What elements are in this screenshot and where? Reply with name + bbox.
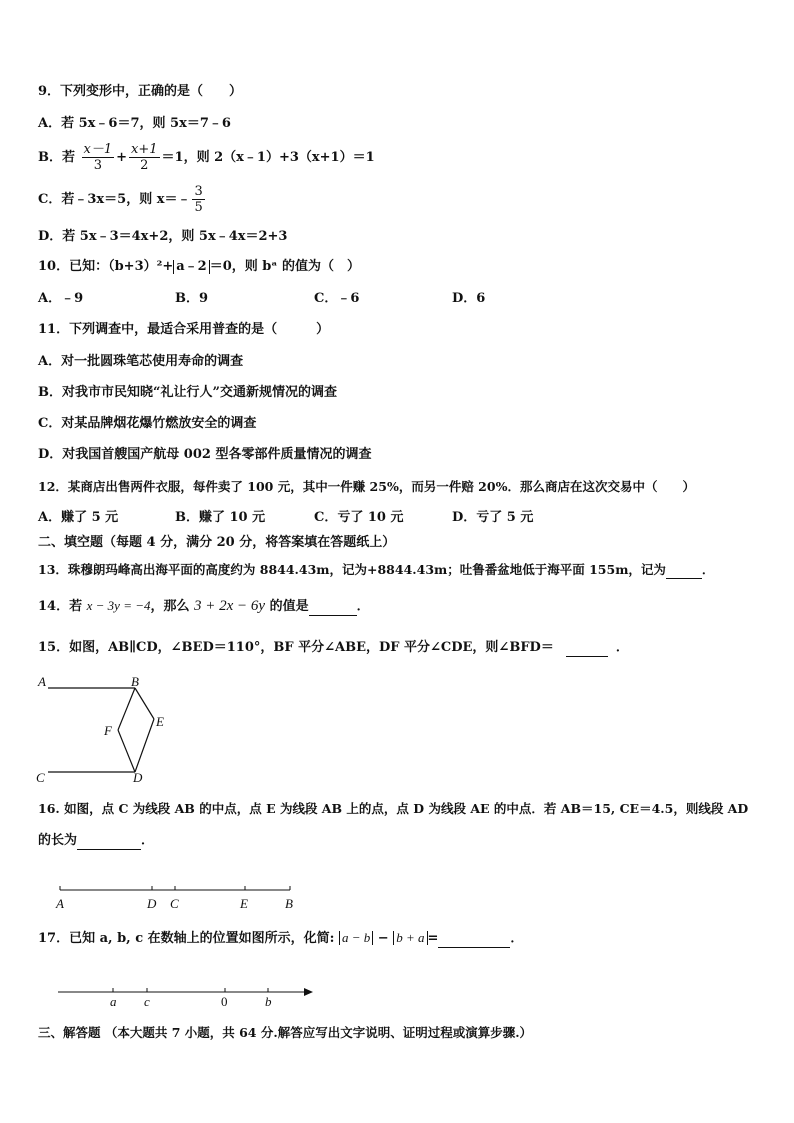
label-e: E <box>240 896 248 911</box>
q9-b-fraction-1: $\frac{x-1}{3}$ <box>83 142 113 173</box>
label-a: a <box>110 994 117 1009</box>
section-2-heading: 二、填空题（每题 4 分，满分 20 分，将答案填在答题纸上） <box>38 535 396 550</box>
q9-b-prefix: B．若 <box>38 150 75 165</box>
q11-stem: 11．下列调查中，最适合采用普查的是（ ） <box>38 322 330 337</box>
q10-stem <box>38 258 360 276</box>
q17-minus: − <box>373 931 394 946</box>
q13-text: 13．珠穆朗玛峰高出海平面的高度约为 8844.43m，记为+8844.43m；吐鲁番盆地低于海平面 155m，记为 <box>38 562 666 577</box>
q10-stem-a: 10．已知：（b+3）²+ <box>38 259 174 274</box>
label-d: D <box>133 770 143 785</box>
label-d: D <box>147 896 157 911</box>
q12-option-b: B．赚了 10 元 <box>175 510 266 525</box>
label-a: A <box>56 896 64 911</box>
q16-answer-blank[interactable] <box>77 835 141 850</box>
q9-option-a: A．若 5x﹣6＝7，则 5x＝7﹣6 <box>38 116 231 131</box>
axis-arrow-icon <box>304 988 313 996</box>
q17-stem <box>38 930 523 948</box>
q9-option-b <box>38 141 375 175</box>
q14-b: ，那么 <box>150 599 190 614</box>
q12-option-a: A．赚了 5 元 <box>38 510 119 525</box>
label-zero: 0 <box>221 994 228 1009</box>
q15-answer-blank[interactable] <box>566 642 608 657</box>
label-b: B <box>131 674 139 689</box>
q9-b-fraction-2: $\frac{x+1}{2}$ <box>131 142 158 173</box>
label-b: b <box>265 994 272 1009</box>
q14-expr-1: x − 3y = −4 <box>86 598 151 613</box>
q12-stem: 12．某商店出售两件衣服，每件卖了 100 元，其中一件赚 25%，而另一件赔 20%．那么商店在这次交易中（ ） <box>38 479 695 494</box>
q10-stem-b: ＝0，则 bᵃ 的值为（ ） <box>209 259 360 274</box>
q16-line-2-text: 的长为 <box>38 833 78 848</box>
label-e: E <box>156 714 164 729</box>
q17-answer-blank[interactable] <box>438 933 510 948</box>
q17-abs-1: a − b <box>339 931 373 945</box>
line-be <box>135 688 154 719</box>
q9-c-prefix: C．若﹣3x＝5，则 x＝﹣ <box>38 192 191 207</box>
q14-stem <box>38 597 370 616</box>
q15-figure <box>30 672 180 788</box>
q14-a: 14．若 <box>38 599 83 614</box>
q17-text: 17．已知 a, b, c 在数轴上的位置如图所示，化简: <box>38 931 339 946</box>
q14-answer-blank[interactable] <box>309 601 357 616</box>
q12-option-d: D．亏了 5 元 <box>452 510 534 525</box>
q10-option-a: A．﹣9 <box>38 291 84 306</box>
q14-end: ． <box>356 599 370 614</box>
q12-option-c: C．亏了 10 元 <box>314 510 404 525</box>
q9-option-d: D．若 5x﹣3＝4x+2，则 5x﹣4x＝2+3 <box>38 229 288 244</box>
q11-option-d: D．对我国首艘国产航母 002 型各零部件质量情况的调查 <box>38 447 372 462</box>
q16-line-2 <box>38 832 154 850</box>
q10-option-b: B．9 <box>175 291 209 306</box>
q15-end: ． <box>615 640 629 655</box>
label-c: C <box>170 896 179 911</box>
q13-end: ． <box>701 562 715 577</box>
q16-end: ． <box>141 833 155 848</box>
q13-stem <box>38 561 714 579</box>
label-a: A <box>38 674 46 689</box>
q9-stem: 9．下列变形中，正确的是（ ） <box>38 84 243 99</box>
q14-expr-2: 3 + 2x − 6y <box>194 598 266 614</box>
q15-text: 15．如图，AB∥CD，∠BED＝110°，BF 平分∠ABE，DF 平分∠CDE，则∠BFD＝ <box>38 640 554 655</box>
q9-b-suffix: ＝1，则 2（x﹣1）+3（x+1）＝1 <box>161 150 375 165</box>
line-bf <box>118 688 135 730</box>
q14-c: 的值是 <box>269 599 309 614</box>
q10-option-c: C．﹣6 <box>314 291 360 306</box>
q11-option-a: A．对一批圆珠笔芯使用寿命的调查 <box>38 354 244 369</box>
label-c: c <box>144 994 150 1009</box>
q17-eq: = <box>427 931 439 946</box>
q10-abs: a﹣2 <box>173 260 209 274</box>
q17-end: ． <box>510 931 524 946</box>
q9-b-plus: + <box>116 150 128 165</box>
q16-line-1: 16. 如图，点 C 为线段 AB 的中点，点 E 为线段 AB 上的点，点 D 为线段 AE 的中点．若 AB＝15, CE＝4.5，则线段 AD <box>38 801 749 816</box>
label-f: F <box>104 723 112 738</box>
line-ed <box>135 719 154 772</box>
q15-stem <box>38 639 629 657</box>
line-fd <box>118 730 135 772</box>
q11-option-c: C．对某品牌烟花爆竹燃放安全的调查 <box>38 416 257 431</box>
label-b: B <box>285 896 293 911</box>
q9-c-fraction: $\frac{3}{5}$ <box>194 184 203 215</box>
section-3-heading: 三、解答题 （本大题共 7 小题，共 64 分.解答应写出文字说明、证明过程或演算步骤.） <box>38 1025 533 1040</box>
q9-option-c <box>38 183 207 217</box>
q10-option-d: D．6 <box>452 291 486 306</box>
q13-answer-blank[interactable] <box>666 564 702 579</box>
label-c: C <box>36 770 45 785</box>
q17-abs-2: b + a <box>393 931 427 945</box>
q17-number-line <box>55 982 320 1010</box>
q11-option-b: B．对我市市民知晓“礼让行人”交通新规情况的调查 <box>38 385 337 400</box>
q16-figure <box>50 878 310 912</box>
